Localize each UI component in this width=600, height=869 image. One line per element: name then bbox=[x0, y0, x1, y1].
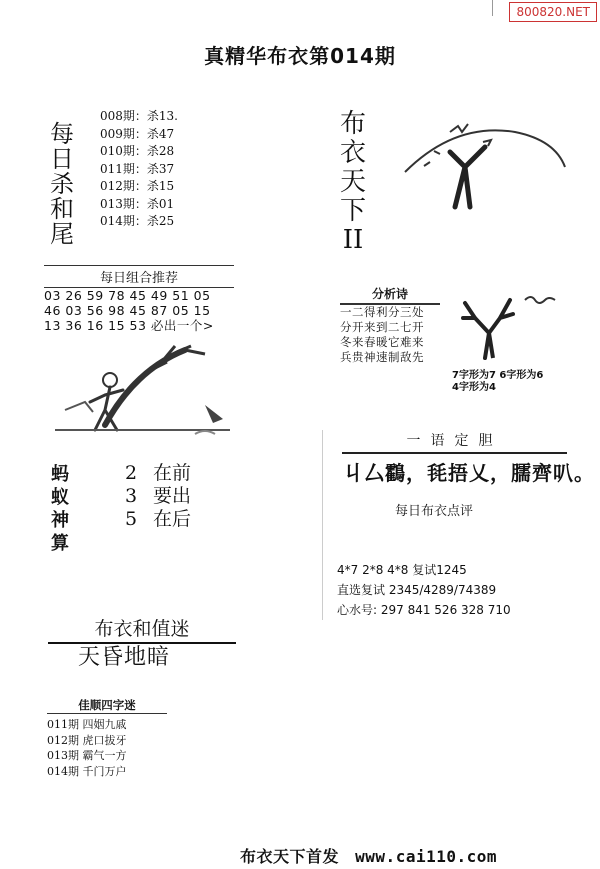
buyi-tianxia-char: 衣 bbox=[339, 138, 366, 168]
buyi-tianxia-char: 下 bbox=[339, 196, 366, 226]
ant-text: 在后 bbox=[153, 508, 192, 530]
ant-label-char: 神 bbox=[51, 510, 69, 531]
kill-row: 014期：杀25 bbox=[100, 214, 175, 228]
four-char-line: 011期 四姻九戚 bbox=[47, 718, 127, 731]
daily-kill-label-char: 杀 bbox=[50, 170, 74, 198]
yiyu-title: 一语定胆 bbox=[342, 430, 567, 454]
buyi-tianxia-char: II bbox=[342, 225, 364, 255]
ant-text: 要出 bbox=[153, 485, 192, 507]
footer-url[interactable]: www.cai110.com bbox=[355, 847, 498, 866]
kill-row: 011期：杀37 bbox=[100, 161, 175, 176]
ant-row bbox=[125, 462, 191, 485]
review-line: 直选复试 2345/4289/74389 bbox=[337, 583, 497, 597]
four-char-title: 佳顺四字迷 bbox=[47, 697, 167, 714]
daily-kill-list bbox=[100, 108, 178, 231]
right-column-divider bbox=[322, 430, 323, 620]
buyi-tianxia-char: 天 bbox=[339, 167, 366, 197]
ant-row bbox=[125, 508, 191, 531]
ant-label-char: 蚂 bbox=[51, 464, 69, 485]
shape-note: 7字形为7 6字形为6 bbox=[452, 370, 544, 381]
review-line: 4*7 2*8 4*8 复试1245 bbox=[337, 563, 467, 577]
woodcutter-illustration bbox=[45, 330, 240, 440]
footer bbox=[240, 844, 497, 867]
combo-row: 13 36 16 15 53 必出一个> bbox=[44, 318, 214, 333]
daily-kill-label-char: 尾 bbox=[50, 220, 74, 248]
mountain-bird-illustration bbox=[395, 112, 575, 222]
buyi-riddle-answer: 天昏地暗 bbox=[78, 645, 171, 670]
ant-label-char: 算 bbox=[51, 533, 69, 554]
footer-text: 布衣天下首发 bbox=[240, 847, 340, 866]
daily-kill-label bbox=[48, 122, 76, 247]
ant-rows bbox=[125, 462, 191, 531]
kill-row: 010期：杀28 bbox=[100, 144, 175, 158]
kill-row: 013期：杀01 bbox=[100, 196, 175, 211]
kill-row: 008期：杀13. bbox=[100, 109, 178, 123]
poem-title: 分析诗 bbox=[340, 285, 440, 305]
kill-row: 012期：杀15 bbox=[100, 179, 175, 193]
four-char-line: 012期 虎口拔牙 bbox=[47, 733, 127, 747]
ant-num: 3 bbox=[125, 485, 138, 507]
combo-row: 46 03 56 98 45 87 05 15 bbox=[44, 303, 211, 318]
combo-title: 每日组合推荐 bbox=[44, 265, 234, 288]
shape-note: 4字形为4 bbox=[452, 382, 496, 393]
analysis-poem bbox=[340, 285, 440, 365]
kill-row: 009期：杀47 bbox=[100, 126, 175, 141]
four-char-line: 013期 霸气一方 bbox=[47, 749, 127, 762]
ant-label bbox=[48, 463, 72, 555]
poem-line: 分开来到二七开 bbox=[340, 320, 424, 334]
buyi-tianxia-title bbox=[338, 110, 368, 255]
tree-sketch-illustration bbox=[455, 288, 565, 363]
buyi-tianxia-char: 布 bbox=[339, 109, 366, 139]
page-title: 真精华布衣第014期 bbox=[204, 44, 396, 68]
daily-kill-label-char: 日 bbox=[50, 145, 74, 173]
poem-line: 一二得利分三处 bbox=[340, 305, 424, 319]
review-line: 心水号: 297 841 526 328 710 bbox=[337, 603, 511, 617]
four-char-riddle bbox=[47, 697, 167, 779]
ant-text: 在前 bbox=[153, 462, 192, 484]
poem-line: 兵贵神速制敌先 bbox=[340, 350, 424, 364]
buyi-riddle-title: 布衣和值迷 bbox=[48, 614, 236, 644]
review-title: 每日布衣点评 bbox=[395, 504, 474, 519]
top-rule bbox=[492, 0, 493, 16]
site-badge[interactable]: 800820.NET bbox=[509, 2, 597, 22]
ant-row bbox=[125, 485, 191, 508]
shape-notes bbox=[452, 370, 543, 394]
review-lines bbox=[337, 560, 511, 620]
ant-num: 2 bbox=[125, 462, 138, 484]
four-char-line: 014期 千门万户 bbox=[47, 764, 127, 778]
daily-kill-label-char: 和 bbox=[50, 195, 74, 223]
poem-line: 冬来春暖它难来 bbox=[340, 335, 424, 349]
combo-recommend bbox=[44, 265, 234, 333]
daily-kill-label-char: 每 bbox=[50, 120, 74, 148]
ant-label-char: 蚁 bbox=[51, 487, 69, 508]
combo-row: 03 26 59 78 45 49 51 05 bbox=[44, 288, 211, 303]
yiyu-text: 丩厶鸖，㲎捂乂，臑齊叭。 bbox=[343, 461, 595, 485]
ant-num: 5 bbox=[125, 508, 138, 530]
